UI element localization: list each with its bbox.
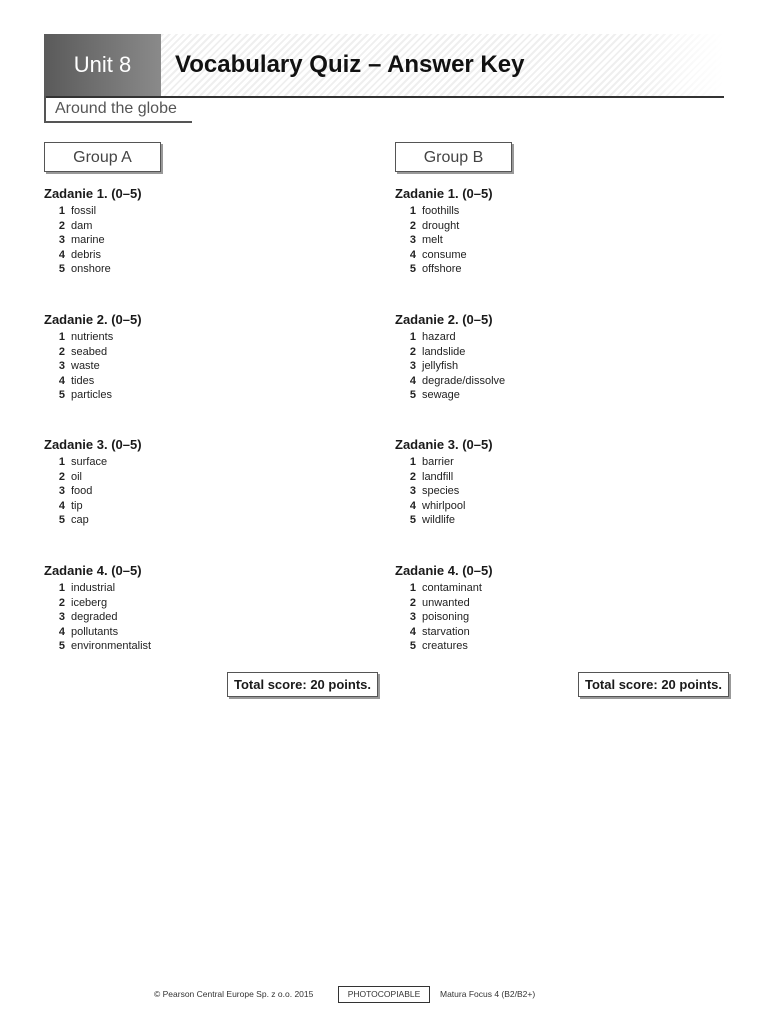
- answer-item: [44, 455, 142, 470]
- answer-word: food: [71, 485, 93, 498]
- total-score-box: Total score: 20 points.: [578, 672, 729, 697]
- answer-item: [395, 219, 493, 234]
- answer-word: unwanted: [422, 596, 470, 609]
- answer-list: [44, 455, 142, 528]
- answer-word: surface: [71, 456, 108, 468]
- task-title: Zadanie 2. (0–5): [44, 312, 142, 327]
- task-block: [395, 563, 493, 654]
- answer-word: tides: [71, 374, 95, 387]
- answer-word: landfill: [422, 470, 454, 483]
- answer-number: 5: [409, 514, 416, 527]
- answer-list: [395, 581, 493, 654]
- task-title: Zadanie 4. (0–5): [395, 563, 493, 578]
- answer-number: 3: [409, 234, 416, 247]
- task-block: [44, 186, 142, 277]
- page-subtitle: Around the globe: [44, 96, 192, 123]
- answer-word: iceberg: [71, 596, 108, 609]
- answer-word: marine: [71, 234, 105, 247]
- answer-item: [395, 470, 493, 485]
- answer-word: tip: [71, 499, 83, 512]
- answer-number: 1: [409, 205, 416, 217]
- answer-word: landslide: [422, 345, 466, 358]
- task-title: Zadanie 1. (0–5): [395, 186, 493, 201]
- answer-item: [395, 581, 493, 596]
- answer-item: [44, 388, 142, 403]
- task-title: Zadanie 3. (0–5): [395, 437, 493, 452]
- answer-item: [44, 484, 142, 499]
- answer-number: 4: [58, 374, 65, 387]
- unit-label: Unit 8: [44, 34, 161, 96]
- answer-word: creatures: [422, 640, 468, 653]
- task-block: [395, 186, 493, 277]
- answer-word: waste: [71, 360, 100, 373]
- answer-number: 3: [58, 485, 65, 498]
- answer-item: [44, 639, 151, 654]
- task-block: [44, 563, 151, 654]
- answer-item: [44, 248, 142, 263]
- answer-number: 5: [58, 263, 65, 276]
- answer-item: [395, 248, 493, 263]
- task-block: [44, 437, 142, 528]
- answer-number: 1: [58, 456, 65, 468]
- answer-item: [395, 345, 505, 360]
- answer-number: 3: [409, 485, 416, 498]
- answer-word: jellyfish: [422, 360, 459, 373]
- total-score-box: Total score: 20 points.: [227, 672, 378, 697]
- answer-word: degraded: [71, 611, 118, 624]
- answer-number: 4: [409, 625, 416, 638]
- answer-list: [395, 455, 493, 528]
- answer-number: 1: [409, 456, 416, 468]
- answer-item: [395, 359, 505, 374]
- answer-word: barrier: [422, 456, 454, 468]
- answer-number: 4: [58, 248, 65, 261]
- answer-number: 3: [409, 611, 416, 624]
- answer-list: [44, 330, 142, 403]
- answer-word: nutrients: [71, 331, 114, 343]
- answer-number: 2: [58, 596, 65, 609]
- answer-item: [395, 262, 493, 277]
- task-title: Zadanie 1. (0–5): [44, 186, 142, 201]
- answer-number: 2: [58, 345, 65, 358]
- answer-number: 5: [58, 389, 65, 402]
- copyright-text: © Pearson Central Europe Sp. z o.o. 2015: [154, 989, 314, 999]
- answer-item: [44, 581, 151, 596]
- answer-number: 2: [58, 470, 65, 483]
- task-title: Zadanie 2. (0–5): [395, 312, 493, 327]
- task-block: [44, 312, 142, 403]
- answer-number: 1: [58, 331, 65, 343]
- answer-word: environmentalist: [71, 640, 152, 653]
- answer-number: 3: [409, 360, 416, 373]
- group-label: Group B: [395, 142, 512, 172]
- answer-number: 1: [409, 331, 416, 343]
- answer-number: 2: [58, 219, 65, 232]
- answer-item: [395, 596, 493, 611]
- answer-word: cap: [71, 514, 89, 527]
- answer-item: [395, 639, 493, 654]
- answer-word: melt: [422, 234, 443, 247]
- answer-item: [44, 233, 142, 248]
- task-block: [395, 312, 505, 403]
- answer-word: fossil: [71, 205, 97, 217]
- answer-number: 4: [409, 248, 416, 261]
- answer-item: [44, 345, 142, 360]
- answer-word: dam: [71, 219, 93, 232]
- answer-item: [44, 219, 142, 234]
- answer-number: 3: [58, 234, 65, 247]
- answer-number: 1: [409, 582, 416, 594]
- photocopiable-badge: PHOTOCOPIABLE: [338, 986, 430, 1003]
- task-block: [395, 437, 493, 528]
- answer-item: [44, 262, 142, 277]
- answer-word: degrade/dissolve: [422, 374, 506, 387]
- answer-number: 1: [58, 205, 65, 217]
- page-footer: [0, 986, 768, 1004]
- answer-item: [395, 374, 505, 389]
- answer-word: contaminant: [422, 582, 482, 594]
- answer-item: [395, 484, 493, 499]
- answer-word: seabed: [71, 345, 108, 358]
- answer-number: 4: [409, 499, 416, 512]
- task-title: Zadanie 3. (0–5): [44, 437, 142, 452]
- page-title: Vocabulary Quiz – Answer Key: [175, 51, 525, 78]
- header-banner: [44, 34, 724, 98]
- answer-item: [44, 610, 151, 625]
- answer-word: pollutants: [71, 625, 119, 638]
- answer-item: [44, 204, 142, 219]
- answer-number: 4: [409, 374, 416, 387]
- answer-list: [395, 330, 505, 403]
- answer-item: [44, 499, 142, 514]
- task-title: Zadanie 4. (0–5): [44, 563, 142, 578]
- answer-word: onshore: [71, 263, 111, 276]
- answer-item: [44, 513, 142, 528]
- answer-number: 5: [409, 640, 416, 653]
- answer-number: 5: [409, 263, 416, 276]
- answer-word: particles: [71, 389, 112, 402]
- answer-item: [395, 233, 493, 248]
- answer-item: [44, 596, 151, 611]
- answer-word: wildlife: [422, 514, 456, 527]
- answer-number: 3: [58, 360, 65, 373]
- answer-word: offshore: [422, 263, 462, 276]
- answer-number: 2: [409, 596, 416, 609]
- answer-item: [44, 330, 142, 345]
- answer-number: 5: [58, 514, 65, 527]
- answer-list: [395, 204, 493, 277]
- answer-item: [44, 625, 151, 640]
- answer-item: [395, 455, 493, 470]
- answer-word: consume: [422, 248, 467, 261]
- answer-word: foothills: [422, 205, 460, 217]
- answer-word: drought: [422, 219, 460, 232]
- answer-word: oil: [71, 470, 83, 483]
- answer-word: whirlpool: [422, 499, 466, 512]
- answer-number: 5: [58, 640, 65, 653]
- group-label: Group A: [44, 142, 161, 172]
- answer-list: [44, 204, 142, 277]
- answer-item: [44, 374, 142, 389]
- book-title: Matura Focus 4 (B2/B2+): [440, 989, 536, 999]
- answer-number: 2: [409, 345, 416, 358]
- answer-word: sewage: [422, 389, 460, 402]
- answer-item: [395, 388, 505, 403]
- answer-item: [395, 513, 493, 528]
- answer-item: [44, 359, 142, 374]
- answer-number: 3: [58, 611, 65, 624]
- answer-item: [395, 499, 493, 514]
- answer-number: 5: [409, 389, 416, 402]
- answer-item: [395, 330, 505, 345]
- answer-word: starvation: [422, 625, 470, 638]
- answer-list: [44, 581, 151, 654]
- answer-number: 1: [58, 582, 65, 594]
- answer-number: 2: [409, 219, 416, 232]
- answer-word: hazard: [422, 331, 456, 343]
- answer-word: industrial: [71, 582, 116, 594]
- answer-item: [395, 625, 493, 640]
- answer-word: species: [422, 485, 460, 498]
- answer-number: 4: [58, 499, 65, 512]
- answer-item: [395, 204, 493, 219]
- answer-number: 4: [58, 625, 65, 638]
- answer-item: [44, 470, 142, 485]
- answer-item: [395, 610, 493, 625]
- answer-word: poisoning: [422, 611, 470, 624]
- answer-word: debris: [71, 248, 101, 261]
- answer-number: 2: [409, 470, 416, 483]
